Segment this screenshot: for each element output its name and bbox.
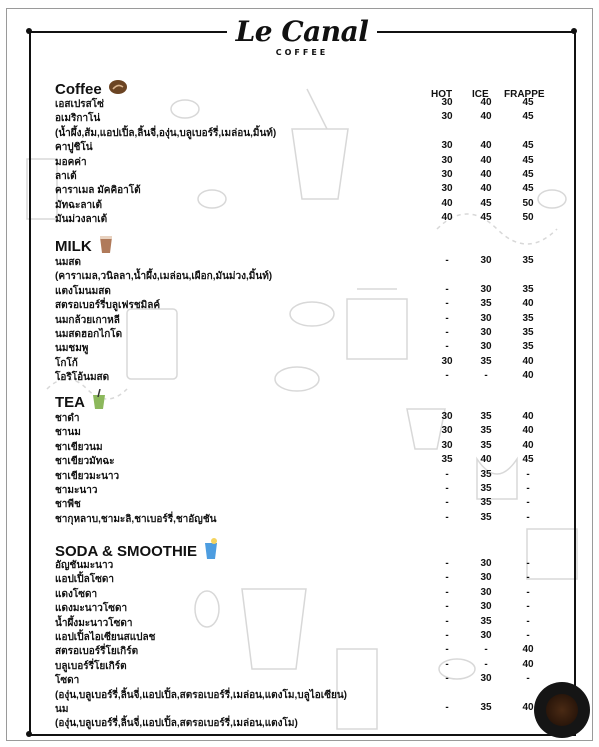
price-frappe: - bbox=[526, 558, 530, 569]
price-ice: 30 bbox=[480, 312, 492, 324]
menu-item-name: แอปเปิ้ลโซดา bbox=[55, 574, 114, 586]
price-hot: - bbox=[445, 702, 449, 713]
menu-item-row bbox=[55, 97, 575, 111]
price-frappe: 35 bbox=[522, 327, 534, 338]
corner-dot bbox=[571, 28, 577, 34]
menu-item-name: ลาเต้ bbox=[55, 171, 77, 182]
price-ice: 30 bbox=[480, 341, 492, 353]
menu-item-row bbox=[55, 673, 575, 687]
menu-item-name: นมกล้วยเกาหลี bbox=[55, 314, 120, 326]
price-ice: 35 bbox=[480, 298, 492, 310]
menu-item-row bbox=[55, 572, 575, 586]
price-frappe: - bbox=[526, 673, 530, 685]
price-frappe: - bbox=[526, 511, 530, 523]
menu-item-name: แดงโซดา bbox=[55, 588, 98, 600]
price-hot: - bbox=[445, 497, 449, 509]
price-hot: 35 bbox=[441, 454, 453, 466]
price-frappe: 40 bbox=[522, 298, 534, 310]
price-ice: 40 bbox=[480, 183, 492, 195]
menu-item-name: สตรอเบอร์รี่บลูเฟรชมิลค์ bbox=[55, 300, 161, 312]
menu-item-row bbox=[55, 630, 575, 644]
menu-item-name: โซดา bbox=[55, 675, 80, 687]
menu-item-note: (องุ่น,บลูเบอร์รี่,ลิ้นจี่,แอปเปิ้ล,สตรอเบอร์รี่,เมล่อน,แตงโม) bbox=[55, 718, 298, 730]
coffee-cup-image bbox=[534, 682, 590, 738]
menu-item-name: ชามะนาว bbox=[55, 485, 98, 496]
price-hot: - bbox=[445, 658, 449, 670]
price-ice: - bbox=[484, 644, 488, 656]
price-frappe: - bbox=[526, 497, 530, 509]
price-hot: - bbox=[445, 370, 449, 382]
price-ice: 30 bbox=[480, 586, 492, 598]
menu-item-name: บลูเบอร์รี่โยเกิร์ต bbox=[55, 660, 127, 672]
price-hot: - bbox=[445, 283, 449, 295]
price-hot: - bbox=[445, 511, 449, 523]
price-hot: - bbox=[445, 673, 449, 685]
menu-item-row bbox=[55, 341, 575, 355]
price-ice: 35 bbox=[480, 425, 492, 437]
column-header-ice: ICE bbox=[472, 89, 489, 100]
price-frappe: 45 bbox=[522, 140, 534, 152]
price-ice: 40 bbox=[480, 169, 492, 180]
price-frappe: 40 bbox=[522, 644, 534, 656]
menu-item-name: มัทฉะลาเต้ bbox=[55, 199, 103, 211]
price-frappe: 40 bbox=[522, 658, 534, 670]
menu-item-row bbox=[55, 327, 575, 341]
menu-item-name: นมสดฮอกไกโด bbox=[55, 329, 123, 340]
menu-item-row bbox=[55, 702, 575, 716]
price-frappe: 40 bbox=[522, 702, 534, 713]
menu-item-row bbox=[55, 483, 575, 497]
corner-dot bbox=[26, 28, 32, 34]
price-hot: 30 bbox=[441, 411, 453, 422]
price-frappe: 35 bbox=[522, 312, 534, 324]
price-hot: - bbox=[445, 601, 449, 613]
menu-item-row bbox=[55, 155, 575, 169]
price-ice: 40 bbox=[480, 154, 492, 166]
menu-item-row bbox=[55, 454, 575, 468]
section-title-text: TEA bbox=[55, 393, 85, 411]
price-hot: 40 bbox=[441, 197, 453, 209]
price-frappe: - bbox=[526, 483, 530, 494]
menu-item-name: โกโก้ bbox=[55, 357, 78, 369]
price-ice: 30 bbox=[480, 283, 492, 295]
menu-item-row bbox=[55, 370, 575, 384]
menu-item-row bbox=[55, 587, 575, 601]
menu-item-row bbox=[55, 440, 575, 454]
price-ice: 30 bbox=[480, 255, 492, 266]
price-hot: 40 bbox=[441, 212, 453, 224]
menu-item-name: โอริโอ้นมสด bbox=[55, 372, 110, 384]
price-ice: 40 bbox=[480, 97, 492, 108]
menu-item-name: มันม่วงลาเต้ bbox=[55, 214, 108, 226]
price-hot: 30 bbox=[441, 111, 453, 123]
column-header-hot: HOT bbox=[431, 89, 453, 100]
menu-item-row bbox=[55, 198, 575, 212]
price-hot: - bbox=[445, 615, 449, 627]
menu-item-name: ชาเขียวนม bbox=[55, 441, 103, 453]
brand-subtitle: COFFEE bbox=[275, 48, 329, 57]
menu-item-name: ชาเขียวมะนาว bbox=[55, 470, 120, 482]
menu-item-row bbox=[55, 659, 575, 673]
price-hot: - bbox=[445, 630, 449, 641]
price-frappe: 40 bbox=[522, 439, 534, 451]
price-ice: 35 bbox=[480, 615, 492, 627]
section-title-text: MILK bbox=[55, 237, 92, 255]
menu-item-name: อเมริกาโน่ bbox=[55, 113, 101, 125]
price-ice: 35 bbox=[480, 468, 492, 480]
menu-item-name: แตงโมนมสด bbox=[55, 285, 111, 297]
price-ice: 35 bbox=[480, 497, 492, 509]
price-hot: 30 bbox=[441, 355, 453, 367]
price-ice: 35 bbox=[480, 439, 492, 451]
price-hot: - bbox=[445, 255, 449, 266]
column-header-frappe: FRAPPE bbox=[504, 89, 545, 100]
menu-item-row bbox=[55, 212, 575, 226]
price-frappe: - bbox=[526, 572, 530, 584]
price-frappe: - bbox=[526, 601, 530, 613]
menu-item-row bbox=[55, 356, 575, 370]
price-ice: 45 bbox=[480, 197, 492, 209]
price-hot: 30 bbox=[441, 169, 453, 180]
section-title-text: SODA & SMOOTHIE bbox=[55, 542, 197, 560]
price-frappe: 40 bbox=[522, 370, 534, 382]
price-hot: - bbox=[445, 312, 449, 324]
menu-item-name: นมชมพู bbox=[55, 343, 89, 355]
menu-item-name: สตรอเบอร์รี่โยเกิร์ต bbox=[55, 646, 139, 658]
price-frappe: 35 bbox=[522, 341, 534, 353]
price-hot: 30 bbox=[441, 154, 453, 166]
menu-item-name: ชาดำ bbox=[55, 413, 80, 424]
menu-item-row bbox=[55, 512, 575, 526]
price-hot: - bbox=[445, 327, 449, 338]
price-hot: - bbox=[445, 341, 449, 353]
menu-item-name: น้ำผึ้งมะนาวโซดา bbox=[55, 617, 133, 629]
price-ice: 30 bbox=[480, 630, 492, 641]
menu-item-name: คาราเมล มัคคิอาโต้ bbox=[55, 185, 141, 197]
price-ice: 30 bbox=[480, 558, 492, 569]
price-frappe: 50 bbox=[522, 212, 534, 224]
menu-item-row bbox=[55, 298, 575, 312]
price-hot: 30 bbox=[441, 140, 453, 152]
brand-name: Le Canal bbox=[235, 15, 369, 48]
price-ice: 35 bbox=[480, 355, 492, 367]
price-ice: 40 bbox=[480, 140, 492, 152]
menu-item-name: นมสด bbox=[55, 257, 82, 268]
price-ice: 35 bbox=[480, 411, 492, 422]
price-frappe: 45 bbox=[522, 97, 534, 108]
menu-item-row bbox=[55, 111, 575, 125]
price-frappe: 45 bbox=[522, 169, 534, 180]
price-ice: 35 bbox=[480, 483, 492, 494]
menu-item-name: ชากุหลาบ,ชามะลิ,ชาเบอร์รี่,ชาอัญชัน bbox=[55, 513, 217, 525]
menu-item-row bbox=[55, 169, 575, 183]
header-rule-right bbox=[377, 31, 576, 33]
price-hot: 30 bbox=[441, 439, 453, 451]
header-rule-left bbox=[29, 31, 227, 33]
price-ice: 35 bbox=[480, 511, 492, 523]
price-frappe: 50 bbox=[522, 197, 534, 209]
price-ice: - bbox=[484, 658, 488, 670]
menu-item-name: ชาเขียวมัทฉะ bbox=[55, 456, 115, 468]
menu-item-name: แดงมะนาวโซดา bbox=[55, 603, 128, 615]
price-hot: - bbox=[445, 644, 449, 656]
menu-item-name: ชาพีช bbox=[55, 499, 81, 511]
menu-item-name: ชานม bbox=[55, 427, 81, 439]
price-ice: - bbox=[484, 370, 488, 382]
price-frappe: 40 bbox=[522, 411, 534, 422]
price-frappe: 40 bbox=[522, 355, 534, 367]
menu-item-name: เอสเปรสโซ่ bbox=[55, 99, 104, 110]
corner-dot bbox=[26, 731, 32, 737]
menu-item-name: นม bbox=[55, 704, 69, 715]
menu-item-row bbox=[55, 558, 575, 572]
menu-item-note: (น้ำผึ้ง,ส้ม,แอปเปิ้ล,ลิ้นจี่,องุ่น,บลูเบอร์รี่,เมล่อน,มิ้นท์) bbox=[55, 127, 277, 139]
menu-item-row bbox=[55, 644, 575, 658]
price-ice: 30 bbox=[480, 601, 492, 613]
price-ice: 40 bbox=[480, 454, 492, 466]
menu-item-row bbox=[55, 255, 575, 269]
menu-item-name: แอปเปิ้ลไอเซียนสแปลช bbox=[55, 632, 156, 643]
price-frappe: 40 bbox=[522, 425, 534, 437]
menu-item-row bbox=[55, 616, 575, 630]
menu-item-name: คาปูชิโน่ bbox=[55, 142, 93, 154]
price-frappe: - bbox=[526, 615, 530, 627]
price-ice: 30 bbox=[480, 572, 492, 584]
price-ice: 35 bbox=[480, 702, 492, 713]
price-hot: - bbox=[445, 572, 449, 584]
menu-page bbox=[6, 8, 593, 741]
menu-item-row bbox=[55, 469, 575, 483]
menu-item-name: มอคค่า bbox=[55, 156, 87, 168]
price-frappe: - bbox=[526, 468, 530, 480]
price-ice: 40 bbox=[480, 111, 492, 123]
menu-item-row bbox=[55, 313, 575, 327]
price-frappe: 45 bbox=[522, 454, 534, 466]
menu-item-name: อัญชันมะนาว bbox=[55, 560, 114, 571]
price-ice: 45 bbox=[480, 212, 492, 224]
menu-item-row bbox=[55, 284, 575, 298]
price-frappe: 35 bbox=[522, 283, 534, 295]
price-hot: - bbox=[445, 483, 449, 494]
menu-item-row bbox=[55, 140, 575, 154]
price-hot: - bbox=[445, 298, 449, 310]
price-frappe: 45 bbox=[522, 183, 534, 195]
price-hot: 30 bbox=[441, 97, 453, 108]
menu-item-row bbox=[55, 425, 575, 439]
brand-logo bbox=[217, 17, 387, 57]
menu-item-row bbox=[55, 497, 575, 511]
menu-item-note: (องุ่น,บลูเบอร์รี่,ลิ้นจี่,แอปเปิ้ล,สตรอเบอร์รี่,เมล่อน,แตงโม,บลูไอเซียน) bbox=[55, 689, 348, 701]
section-title bbox=[55, 79, 128, 99]
coffee-bean-icon bbox=[108, 79, 128, 99]
price-hot: - bbox=[445, 586, 449, 598]
menu-item-row bbox=[55, 183, 575, 197]
price-hot: - bbox=[445, 468, 449, 480]
price-frappe: - bbox=[526, 586, 530, 598]
price-ice: 30 bbox=[480, 673, 492, 685]
menu-item-note: (คาราเมล,วนิลลา,น้ำผึ้ง,เมล่อน,เผือก,มันม่วง,มิ้นท์) bbox=[55, 271, 273, 283]
menu-item-row bbox=[55, 411, 575, 425]
price-frappe: - bbox=[526, 630, 530, 641]
price-frappe: 45 bbox=[522, 154, 534, 166]
price-hot: 30 bbox=[441, 425, 453, 437]
price-frappe: 45 bbox=[522, 111, 534, 123]
section-title-text: Coffee bbox=[55, 80, 102, 98]
price-frappe: 35 bbox=[522, 255, 534, 266]
menu-item-row bbox=[55, 601, 575, 615]
price-hot: 30 bbox=[441, 183, 453, 195]
price-hot: - bbox=[445, 558, 449, 569]
price-ice: 30 bbox=[480, 327, 492, 338]
